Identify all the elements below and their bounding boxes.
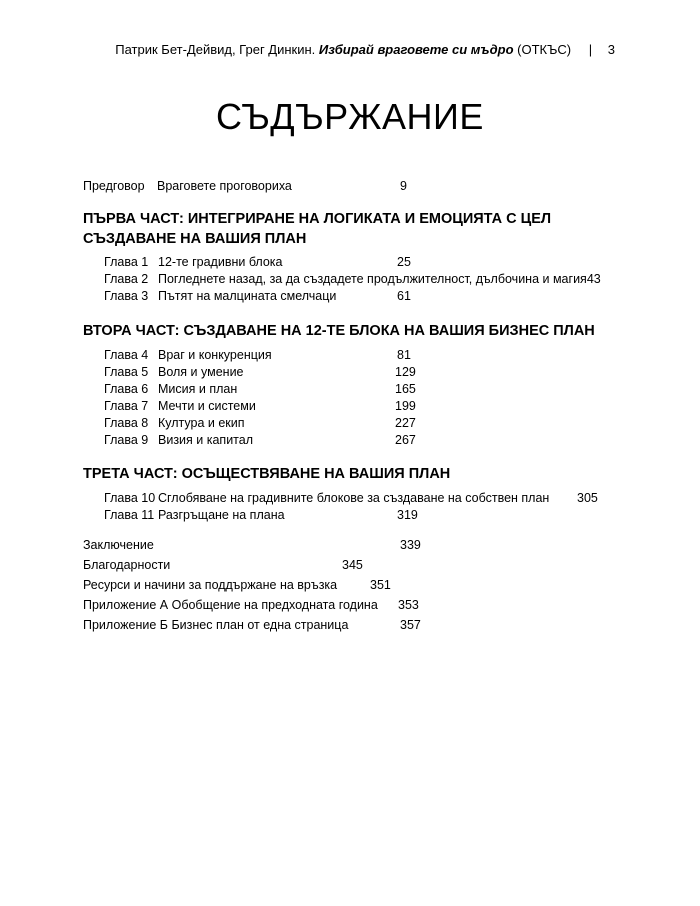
- toc-title: Мисия и план: [158, 382, 238, 396]
- toc-title: Воля и умение: [158, 365, 244, 379]
- toc-page: 353: [398, 598, 419, 612]
- toc-label: Глава 1: [104, 255, 149, 269]
- toc-backmatter[interactable]: [83, 557, 363, 573]
- running-header: [0, 42, 615, 57]
- toc-title: Приложение А Обобщение на предходната година: [83, 598, 378, 612]
- toc-page: 339: [400, 538, 421, 552]
- toc-label: Глава 8: [104, 416, 149, 430]
- toc-title: Ресурси и начини за поддържане на връзка: [83, 578, 338, 592]
- header-book-title: Избирай враговете си мъдро: [318, 42, 514, 57]
- header-page-number: 3: [607, 42, 615, 57]
- toc-page: 9: [400, 179, 407, 193]
- toc-page: 81: [397, 348, 411, 362]
- toc-page: 319: [397, 508, 418, 522]
- page-title: СЪДЪРЖАНИЕ: [216, 96, 484, 137]
- toc-label: Глава 2: [104, 272, 149, 286]
- toc-page: 345: [342, 558, 363, 572]
- toc-title: Заключение: [83, 538, 154, 552]
- toc-title: Враг и конкуренция: [158, 348, 272, 362]
- header-separator: |: [588, 42, 593, 57]
- toc-title: 12-те градивни блока: [158, 255, 283, 269]
- toc-backmatter[interactable]: [83, 617, 421, 633]
- toc-label: Глава 7: [104, 399, 149, 413]
- toc-label: Глава 11: [104, 508, 155, 522]
- toc-page: 267: [395, 433, 416, 447]
- toc-page: 357: [400, 618, 421, 632]
- toc-title: Култура и екип: [158, 416, 245, 430]
- header-excerpt: (ОТКЪС): [517, 42, 572, 57]
- toc-chapter[interactable]: [104, 347, 411, 363]
- toc-page: 25: [397, 255, 411, 269]
- toc-page: 199: [395, 399, 416, 413]
- toc-chapter[interactable]: [104, 432, 416, 448]
- toc-chapter[interactable]: [104, 490, 598, 506]
- toc-page: 351: [370, 578, 391, 592]
- toc-label: Глава 9: [104, 433, 149, 447]
- toc-label: Глава 10: [104, 491, 156, 505]
- toc-label: Глава 6: [104, 382, 149, 396]
- toc-title: Пътят на малцината смелчаци: [158, 289, 337, 303]
- toc-chapter[interactable]: [104, 271, 601, 287]
- toc-chapter[interactable]: [104, 364, 416, 380]
- part-heading-2: ВТОРА ЧАСТ: СЪЗДАВАНЕ НА 12-ТЕ БЛОКА НА ВАШИЯ БИЗНЕС ПЛАН: [83, 323, 595, 339]
- toc-preface[interactable]: [83, 178, 407, 194]
- toc-title: Мечти и системи: [158, 399, 256, 413]
- header-authors: Патрик Бет-Дейвид, Грег Динкин.: [115, 42, 316, 57]
- toc-title: Благодарности: [83, 558, 171, 572]
- toc-title: Приложение Б Бизнес план от една страница: [83, 618, 349, 632]
- toc-title: Разгръщане на плана: [158, 508, 285, 522]
- toc-label: Предговор: [83, 179, 145, 193]
- toc-label: Глава 5: [104, 365, 149, 379]
- toc-chapter[interactable]: [104, 415, 416, 431]
- toc-page: 129: [395, 365, 416, 379]
- toc-page: 165: [395, 382, 416, 396]
- part-heading-3: ТРЕТА ЧАСТ: ОСЪЩЕСТВЯВАНЕ НА ВАШИЯ ПЛАН: [83, 466, 451, 482]
- toc-chapter[interactable]: [104, 381, 416, 397]
- toc-chapter[interactable]: [104, 507, 418, 523]
- toc-title: Погледнете назад, за да създадете продължителност, дълбочина и магия43: [158, 272, 601, 286]
- toc-backmatter[interactable]: [83, 537, 421, 553]
- toc-chapter[interactable]: [104, 254, 411, 270]
- toc-page: 305: [577, 491, 598, 505]
- toc-title: Визия и капитал: [158, 433, 254, 447]
- toc-title: Враговете проговориха: [157, 179, 292, 193]
- toc-page: 227: [395, 416, 416, 430]
- toc-label: Глава 3: [104, 289, 149, 303]
- toc-chapter[interactable]: [104, 288, 411, 304]
- toc-page: 61: [397, 289, 411, 303]
- toc-backmatter[interactable]: [83, 577, 391, 593]
- part-heading-1: ПЪРВА ЧАСТ: ИНТЕГРИРАНЕ НА ЛОГИКАТА И ЕМОЦИЯТА С ЦЕЛ СЪЗДАВАНЕ НА ВАШИЯ ПЛАН: [83, 211, 552, 247]
- toc-title: Сглобяване на градивните блокове за създаване на собствен план: [158, 491, 550, 505]
- toc-backmatter[interactable]: [83, 597, 419, 613]
- toc-chapter[interactable]: [104, 398, 416, 414]
- toc-label: Глава 4: [104, 348, 149, 362]
